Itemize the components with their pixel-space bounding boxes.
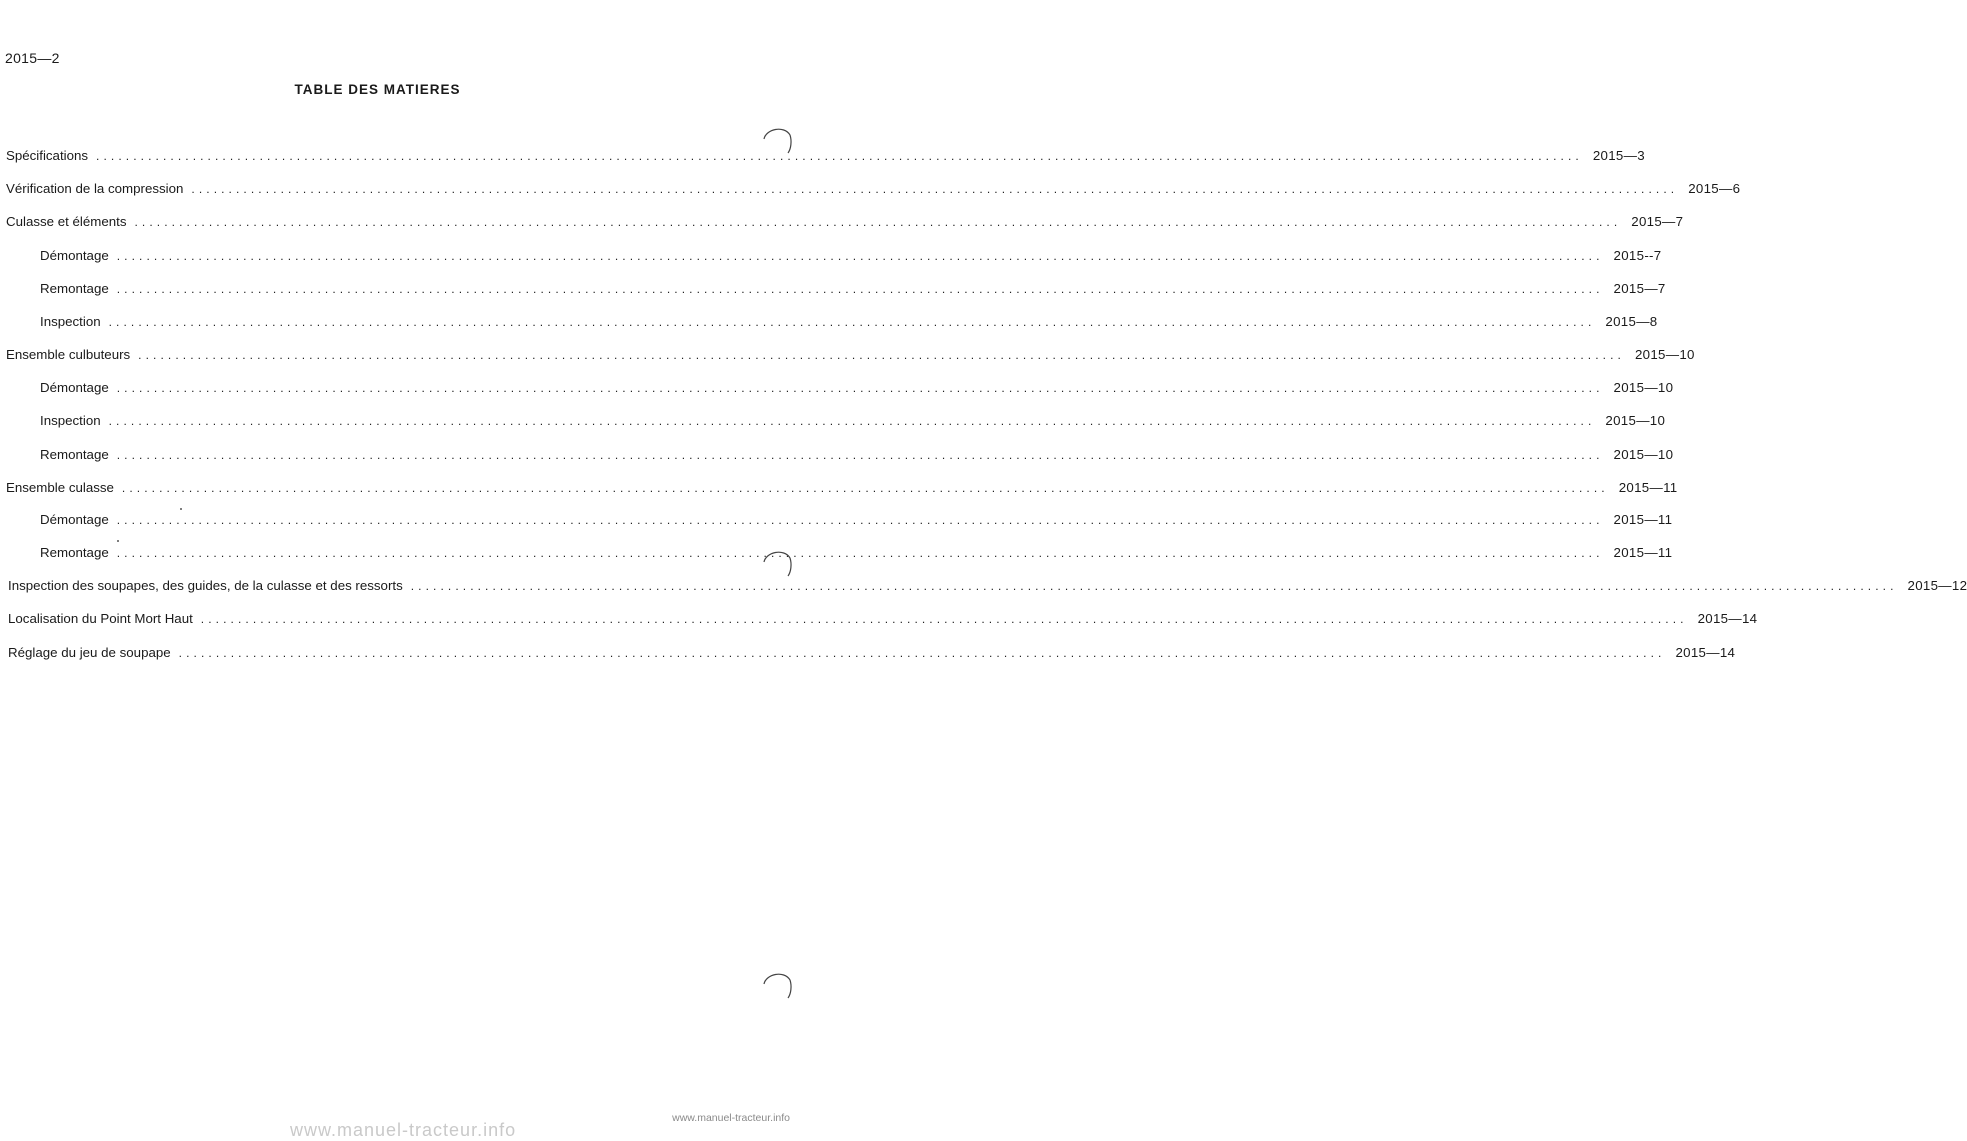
toc-entry-label: Spécifications (6, 148, 89, 163)
toc-entry[interactable] (6, 214, 1684, 234)
toc-dot-leader: ........................................................................................................................................................................................................ (134, 215, 1622, 229)
toc-entry-label: Inspection (40, 314, 101, 329)
toc-entry[interactable] (6, 480, 1678, 500)
toc-entry-label: Inspection (40, 413, 101, 428)
page-title: TABLE DES MATIERES (294, 82, 461, 97)
toc-entry[interactable] (8, 611, 1758, 631)
toc-entry-label: Démontage (40, 380, 109, 395)
site-watermark: www.manuel-tracteur.info (672, 1112, 790, 1124)
dust-speck (180, 508, 182, 510)
toc-entry-label: Remontage (40, 281, 109, 296)
dust-speck (117, 540, 119, 542)
toc-entry-page: 2015—7 (1613, 281, 1666, 296)
toc-entry-label: Vérification de la compression (6, 181, 184, 196)
toc-entry-page: 2015—6 (1688, 181, 1741, 196)
toc-entry-page: 2015—10 (1634, 347, 1695, 362)
toc-dot-leader: ........................................................................................................................................................................................................ (96, 149, 1583, 163)
toc-entry-page: 2015—10 (1613, 380, 1674, 395)
toc-entry-page: 2015—12 (1907, 578, 1967, 593)
toc-entry-page: 2015—10 (1605, 413, 1666, 428)
toc-entry-page: 2015—8 (1605, 314, 1658, 329)
toc-subentry[interactable] (40, 413, 1666, 433)
toc-entry-page: 2015—10 (1613, 447, 1674, 462)
toc-entry-page: 2015—7 (1631, 214, 1684, 229)
toc-dot-leader: ........................................................................................................................................................................................................ (116, 513, 1604, 527)
toc-entry-label: Ensemble culasse (6, 480, 114, 495)
toc-dot-leader: ........................................................................................................................................................................................................ (138, 348, 1625, 362)
toc-entry-label: Culasse et éléments (6, 214, 127, 229)
page-number: 2015—2 (5, 50, 60, 66)
toc-subentry[interactable] (40, 447, 1674, 467)
toc-entry[interactable] (8, 645, 1736, 665)
toc-entry-page: 2015--7 (1613, 248, 1662, 263)
toc-entry-page: 2015—14 (1697, 611, 1758, 626)
toc-entry-page: 2015—11 (1613, 545, 1673, 560)
toc-dot-leader: ........................................................................................................................................................................................................ (116, 381, 1604, 395)
toc-entry[interactable] (8, 578, 1967, 598)
toc-entry[interactable] (6, 347, 1695, 367)
binder-hole-icon (762, 970, 792, 1000)
binder-hole-icon (762, 125, 792, 155)
toc-dot-leader: ........................................................................................................................................................................................................ (116, 448, 1604, 462)
toc-entry-label: Localisation du Point Mort Haut (8, 611, 193, 626)
toc-subentry[interactable] (40, 545, 1673, 565)
toc-dot-leader: ........................................................................................................................................................................................................ (121, 481, 1609, 495)
toc-dot-leader: ........................................................................................................................................................................................................ (191, 182, 1679, 196)
site-watermark-large: www.manuel-tracteur.info (290, 1120, 517, 1140)
toc-dot-leader: ........................................................................................................................................................................................................ (108, 414, 1596, 428)
toc-dot-leader: ........................................................................................................................................................................................................ (116, 249, 1604, 263)
toc-entry-page: 2015—14 (1675, 645, 1736, 660)
toc-entry-label: Démontage (40, 512, 109, 527)
toc-dot-leader: ........................................................................................................................................................................................................ (116, 282, 1604, 296)
toc-subentry[interactable] (40, 512, 1673, 532)
toc-entry-label: Inspection des soupapes, des guides, de la culasse et des ressorts (8, 578, 403, 593)
toc-entry-page: 2015—11 (1618, 480, 1678, 495)
toc-entry-label: Remontage (40, 545, 109, 560)
binder-hole-icon (762, 548, 792, 578)
toc-dot-leader: ........................................................................................................................................................................................................ (200, 612, 1688, 626)
toc-entry-label: Réglage du jeu de soupape (8, 645, 171, 660)
toc-entry-label: Remontage (40, 447, 109, 462)
toc-subentry[interactable] (40, 314, 1658, 334)
toc-subentry[interactable] (40, 380, 1674, 400)
toc-entry-label: Démontage (40, 248, 109, 263)
toc-entry-page: 2015—11 (1613, 512, 1673, 527)
toc-subentry[interactable] (40, 248, 1662, 268)
toc-entry-page: 2015—3 (1592, 148, 1645, 163)
toc-entry[interactable] (6, 181, 1741, 201)
toc-dot-leader: ........................................................................................................................................................................................................ (410, 579, 1898, 593)
toc-dot-leader: ........................................................................................................................................................................................................ (116, 546, 1604, 560)
toc-entry[interactable] (6, 148, 1645, 168)
toc-subentry[interactable] (40, 281, 1666, 301)
toc-dot-leader: ........................................................................................................................................................................................................ (108, 315, 1596, 329)
toc-entry-label: Ensemble culbuteurs (6, 347, 131, 362)
toc-dot-leader: ........................................................................................................................................................................................................ (178, 646, 1666, 660)
